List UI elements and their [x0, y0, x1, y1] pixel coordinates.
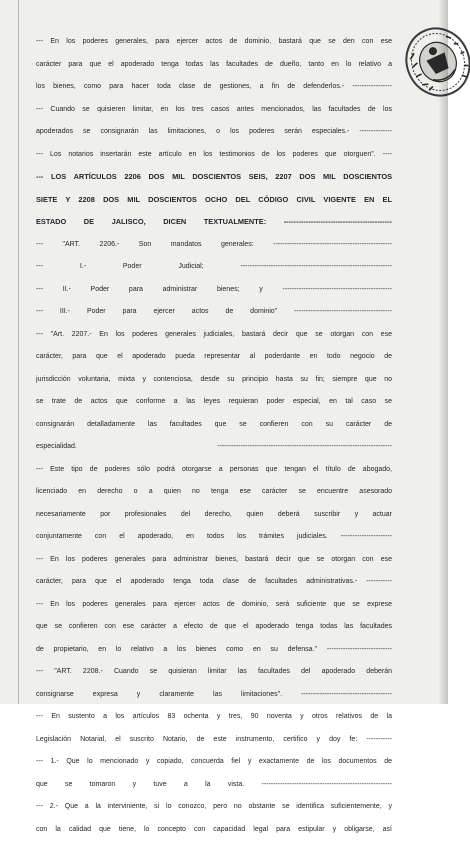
text-line-15: carácter, para que el apoderado pueda representar al poderdante en todo negocio de [36, 346, 392, 369]
text-line-14: --- "Art. 2207.- En los poderes generales judiciales, bastará decir que se otorgan con ese [36, 324, 392, 347]
text-line-13: --- III.- Poder para ejercer actos de dominio" ------------------------------------------ [36, 301, 392, 324]
text-line-1: --- En los poderes generales, para ejercer actos de dominio, bastará que se den con ese [36, 31, 392, 54]
text-line-22: necesariamente por profesionales del derecho, quien deberá suscribir y actuar [36, 504, 392, 527]
text-line-26: --- En los poderes generales para ejercer actos de dominio, será suficiente que se exprese [36, 594, 392, 617]
text-line-7: --- LOS ARTÍCULOS 2206 DOS MIL DOSCIENTOS SEIS, 2207 DOS MIL DOSCIENTOS [36, 166, 392, 189]
text-line-35: --- 2.- Que a la interviniente, si lo conozco, pero no obstante se identifica suficientemente, y [36, 796, 392, 819]
margin-rule [18, 0, 19, 704]
text-line-27: que se confieren con ese carácter a efecto de que el apoderado tenga todas las facultades [36, 616, 392, 639]
text-line-34: que se tomaron y tuve a la vista. -------------------------------------------------------- [36, 774, 392, 797]
text-line-6: --- Los notarios insertarán este artículo en los testimonios de los poderes que otorguen". ---- [36, 144, 392, 167]
text-line-32: Legislación Notarial, el suscrito Notario, de este instrumento, certifico y doy fe: ----------- [36, 729, 392, 752]
text-line-21: licenciado en derecho o a quien no tenga ese carácter se encuentre asesorado [36, 481, 392, 504]
text-line-24: --- En los poderes generales para administrar bienes, bastará decir que se otorgan con ese [36, 549, 392, 572]
text-line-17: se trate de actos que conforme a las leyes requieran poder especial, en tal caso se [36, 391, 392, 414]
text-line-11: --- I.- Poder Judicial; ----------------------------------------------------------------- [36, 256, 392, 279]
text-line-29: --- "ART. 2208.- Cuando se quisieran limitar las facultades del apoderado deberán [36, 661, 392, 684]
text-line-23: conjuntamente con el apoderado, en todos los trámites judiciales. ---------------------- [36, 526, 392, 549]
notary-seal-stamp [400, 22, 470, 102]
text-line-2: carácter para que el apoderado tenga todas las facultades de dueño, tanto en lo relativo a [36, 54, 392, 77]
document-body [36, 31, 392, 841]
text-line-18: consignarán detalladamente las facultades que se confieren con su carácter de [36, 414, 392, 437]
text-line-36: con la calidad que tiene, lo concepto con capacidad legal para estipular y obligarse, así [36, 819, 392, 841]
text-line-4: --- Cuando se quisieren limitar, en los tres casos antes mencionados, las facultades de los [36, 99, 392, 122]
text-line-8: SIETE Y 2208 DOS MIL DOSCIENTOS OCHO DEL CÓDIGO CIVIL VIGENTE EN EL [36, 189, 392, 212]
page-edge-shadow [438, 0, 448, 704]
text-line-12: --- II.- Poder para administrar bienes; y ----------------------------------------------- [36, 279, 392, 302]
text-line-5: apoderados se consignarán las limitaciones, o los poderes serán especiales.- -------------- [36, 121, 392, 144]
text-line-10: --- "ART. 2206.- Son mandatos generales: --------------------------------------------------- [36, 234, 392, 257]
text-line-20: --- Este tipo de poderes sólo podrá otorgarse a personas que tengan el título de abogado, [36, 459, 392, 482]
text-line-30: consignarse expresa y claramente las limitaciones". --------------------------------------- [36, 684, 392, 707]
text-line-9: ESTADO DE JALISCO, DICEN TEXTUALMENTE: -------------------------------------------- [36, 211, 392, 234]
text-line-33: --- 1.- Que lo mencionado y copiado, concuerda fiel y exactamente de los documentos de [36, 751, 392, 774]
text-line-3: los bienes, como para hacer toda clase de gestiones, a fin de defenderlos.- ----------------- [36, 76, 392, 99]
text-line-28: de propietario, en lo relativo a los bienes como en su defensa." ---------------------------- [36, 639, 392, 662]
text-line-19: especialidad. --------------------------------------------------------------------------- [36, 436, 392, 459]
text-line-31: --- En sustento a los artículos 83 ochenta y tres, 90 noventa y otros relativos de la [36, 706, 392, 729]
text-line-16: jurisdicción voluntaria, mixta y contenciosa, desde su principio hasta su fin; siempre que no [36, 369, 392, 392]
text-line-25: carácter, para que el apoderado tenga toda clase de facultades administrativas.- ----------- [36, 571, 392, 594]
